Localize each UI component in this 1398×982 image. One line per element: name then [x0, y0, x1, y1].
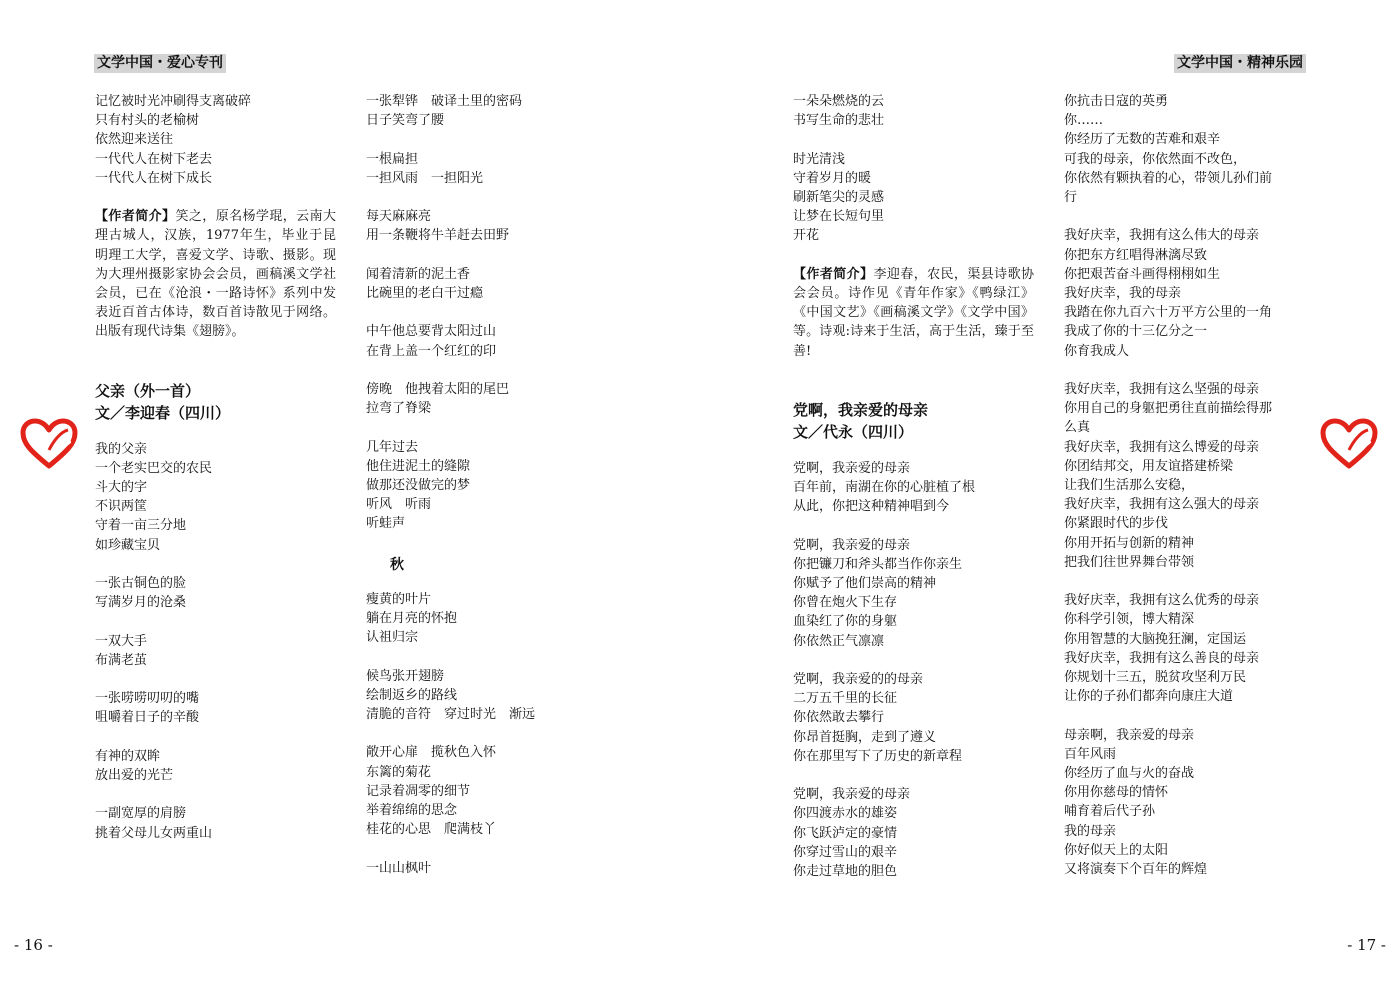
stanza	[793, 150, 1034, 246]
poem-line: 拉弯了脊梁	[366, 401, 432, 417]
poem-line: 你依然正气凛凛	[793, 633, 885, 649]
poem-line: 你把镰刀和斧头都当作你亲生	[793, 556, 963, 572]
stanza	[366, 322, 616, 360]
poem-line: 桂花的心思 爬满枝丫	[366, 822, 497, 838]
poem-line: 我踏在你九百六十万平方公里的一角	[1064, 305, 1273, 321]
poem-line: 你赋予了他们崇高的精神	[793, 576, 937, 592]
poem-line: 党啊，我亲爱的的母亲	[793, 672, 924, 688]
poem-line: 你昂首挺胸，走到了遵义	[793, 729, 937, 745]
poem-line: 闻着清新的泥土香	[366, 266, 471, 282]
poem-line: 一代代人在树下老去	[95, 151, 213, 167]
author-bio-text: 笑之，原名杨学琨，云南大理古城人，汉族，1977年生，毕业于昆明理工大学，喜爱文学、诗歌、摄影。现为大理州摄影家协会会员，画稿溪文学社会员，已在《沧浪・一路诗怀》系列中发表近百首古体诗，数百首诗散见于网络。出版有现代诗集《翅膀》。	[95, 209, 336, 340]
poem-line: 你用开拓与创新的精神	[1064, 535, 1195, 551]
stanza	[793, 785, 1034, 881]
poem-line: 让我们生活那么安稳，	[1064, 478, 1195, 494]
poem-line: 一山山枫叶	[366, 860, 432, 876]
poem-line: 守着一亩三分地	[95, 518, 187, 534]
poem-line: 我好庆幸，我拥有这么博爱的母亲	[1064, 439, 1260, 455]
poem-line: 百年前，南湖在你的心脏植了根	[793, 480, 976, 496]
poem-line: 我好庆幸，我的母亲	[1064, 286, 1182, 302]
poem-line: 开花	[793, 228, 820, 244]
poem-line: 刷新笔尖的灵感	[793, 190, 885, 205]
poem-line: 我好庆幸，我拥有这么强大的母亲	[1064, 497, 1260, 513]
poem-line: 清脆的音符 穿过时光 渐远	[366, 706, 536, 722]
poem-line: 血染红了你的身躯	[793, 614, 898, 630]
poem-line: 你团结邦交，用友谊搭建桥梁	[1064, 458, 1234, 474]
poem-line: 每天麻麻亮	[366, 209, 432, 225]
poem-line: 你依然有颗执着的心，带领儿孙们前	[1064, 170, 1273, 186]
poem-line: 斗大的字	[95, 480, 148, 496]
poem-line: 在背上盖一个红红的印	[366, 343, 497, 359]
poem-line: 不识两筐	[95, 499, 148, 515]
heart-hand-icon	[1320, 418, 1378, 470]
right-column-1	[793, 92, 1034, 881]
poem-line: 你用智慧的大脑挽狂澜，定国运	[1064, 631, 1247, 647]
right-column-2	[1064, 92, 1314, 879]
poem-line: 时光清浅	[793, 151, 846, 167]
stanza	[366, 207, 616, 245]
stanza	[366, 380, 616, 418]
poem-line: 党啊，我亲爱的母亲	[793, 787, 911, 803]
poem-line: 只有村头的老榆树	[95, 113, 200, 129]
poem-line: 行	[1064, 190, 1078, 206]
poem-line: 你经历了血与火的奋战	[1064, 766, 1195, 782]
poem-line: 你把艰苦奋斗画得栩栩如生	[1064, 266, 1221, 282]
poem-line: 百年风雨	[1064, 746, 1117, 762]
stanza	[366, 92, 616, 130]
poem-line: 比碗里的老白干过瘾	[366, 285, 484, 301]
poem-line: 听风 听雨	[366, 497, 432, 513]
poem-line: 听蛙声	[366, 516, 406, 532]
poem-line: 党啊，我亲爱的母亲	[793, 460, 911, 476]
poem-line: 党啊，我亲爱的母亲	[793, 537, 911, 553]
stanza	[366, 743, 616, 839]
stanza	[793, 670, 1034, 766]
author-bio-label: 【作者简介】	[95, 209, 176, 225]
author-bio	[793, 265, 1034, 361]
author-bio-label: 【作者简介】	[793, 266, 874, 282]
poem-line: 记忆被时光冲刷得支离破碎	[95, 94, 252, 109]
poem-line: 布满老茧	[95, 652, 148, 668]
left-column-1	[95, 92, 336, 843]
poem-line: 从此，你把这种精神唱到今	[793, 499, 950, 515]
poem-line: 你把东方红唱得淋漓尽致	[1064, 247, 1208, 263]
poem-line: 书写生命的悲壮	[793, 113, 885, 129]
stanza	[1064, 591, 1314, 706]
poem-line: 一张古铜色的脸	[95, 576, 187, 592]
stanza	[95, 632, 336, 670]
stanza	[1064, 726, 1314, 880]
poem-line: 瘦黄的叶片	[366, 591, 432, 607]
poem-line: 做那还没做完的梦	[366, 477, 471, 493]
poem-line: 守着岁月的暖	[793, 170, 872, 186]
poem-line: 你抗击日寇的英勇	[1064, 94, 1169, 109]
poem-line: 我的母亲	[1064, 823, 1117, 839]
poem-line: 你……	[1064, 113, 1104, 129]
heart-hand-icon	[20, 418, 78, 470]
stanza	[1064, 92, 1314, 207]
poem-author: 文／代永（四川）	[793, 422, 914, 441]
stanza	[95, 574, 336, 612]
stanza	[95, 747, 336, 785]
poem-line: 一张唠唠叨叨的嘴	[95, 691, 200, 707]
poem-line: 你四渡赤水的雄姿	[793, 806, 898, 822]
poem-line: 我好庆幸，我拥有这么优秀的母亲	[1064, 593, 1260, 609]
stanza	[366, 667, 616, 725]
poem-line: 挑着父母儿女两重山	[95, 825, 213, 841]
poem-title: 党啊，我亲爱的母亲	[793, 400, 929, 419]
poem-line: 记录着凋零的细节	[366, 783, 471, 799]
poem-line: 绘制返乡的路线	[366, 687, 458, 703]
poem-line: 我好庆幸，我拥有这么坚强的母亲	[1064, 382, 1260, 398]
poem-line: 他住进泥土的缝隙	[366, 458, 471, 474]
left-column-2	[366, 92, 616, 878]
stanza	[1064, 380, 1314, 572]
poem-line: 你经历了无数的苦难和艰辛	[1064, 132, 1221, 148]
poem-line: 我好庆幸，我拥有这么伟大的母亲	[1064, 228, 1260, 244]
left-page-number: - 16 -	[14, 936, 53, 954]
poem-author: 文／李迎春（四川）	[95, 403, 231, 422]
poem-line: 你育我成人	[1064, 343, 1130, 359]
poem-line: 我好庆幸，我拥有这么善良的母亲	[1064, 650, 1260, 666]
poem-line: 你用你慈母的情怀	[1064, 785, 1169, 801]
stanza	[793, 459, 1034, 517]
poem-line: 可我的母亲，你依然面不改色，	[1064, 151, 1247, 167]
poem-line: 一朵朵燃烧的云	[793, 94, 885, 109]
poem-line: 你紧跟时代的步伐	[1064, 516, 1169, 532]
poem-line: 东篱的菊花	[366, 764, 432, 780]
poem-title: 父亲（外一首）	[95, 381, 201, 400]
poem-line: 我成了你的十三亿分之一	[1064, 324, 1208, 340]
poem-line: 一个老实巴交的农民	[95, 460, 213, 476]
poem-line: 我的父亲	[95, 441, 148, 457]
stanza	[366, 265, 616, 303]
stanza	[793, 536, 1034, 651]
poem-line: 二万五千里的长征	[793, 691, 898, 707]
poem-line: 一张犁铧 破译土里的密码	[366, 94, 523, 109]
poem-line: 中午他总要背太阳过山	[366, 324, 497, 340]
right-page-header: 文学中国・精神乐园	[1174, 54, 1306, 73]
poem-line: 你科学引领，博大精深	[1064, 612, 1195, 628]
stanza	[95, 440, 336, 555]
poem-line: 放出爱的光芒	[95, 768, 174, 784]
poem-line: 你在那里写下了历史的新章程	[793, 748, 963, 764]
poem-line: 一双大手	[95, 633, 148, 649]
poem-line: 依然迎来送往	[95, 132, 174, 148]
poem-line: 一代代人在树下成长	[95, 170, 213, 186]
poem-line: 躺在月亮的怀抱	[366, 610, 458, 626]
poem-line: 你走过草地的胆色	[793, 864, 898, 880]
poem-line: 又将演奏下个百年的辉煌	[1064, 862, 1208, 878]
poem-line: 么真	[1064, 420, 1091, 436]
stanza	[366, 590, 616, 648]
poem-line: 一根扁担	[366, 151, 419, 167]
poem-line: 敞开心扉 揽秋色入怀	[366, 745, 497, 761]
poem-line: 你规划十三五，脱贫攻坚利万民	[1064, 670, 1247, 686]
stanza	[95, 804, 336, 842]
poem-line: 哺育着后代子孙	[1064, 804, 1156, 820]
stanza	[793, 92, 1034, 130]
poem-line: 你曾在炮火下生存	[793, 595, 898, 611]
poem-line: 认祖归宗	[366, 630, 419, 646]
poem-top-block	[95, 92, 336, 188]
poem-line: 你用自己的身躯把勇往直前描绘得那	[1064, 401, 1273, 417]
poem-line: 傍晚 他拽着太阳的尾巴	[366, 381, 510, 397]
author-bio-text: 李迎春，农民，渠县诗歌协会会员。诗作见《青年作家》《鸭绿江》《中国文艺》《画稿溪文学》《文学中国》等。诗观:诗来于生活，高于生活，臻于至善!	[793, 266, 1034, 359]
poem-line: 你好似天上的太阳	[1064, 842, 1169, 858]
poem-line: 把我们往世界舞台带领	[1064, 554, 1195, 570]
stanza	[1064, 226, 1314, 360]
section-title: 秋	[390, 556, 404, 573]
stanza	[366, 150, 616, 188]
poem-line: 让梦在长短句里	[793, 209, 885, 225]
stanza	[366, 859, 616, 878]
poem-line: 举着绵绵的思念	[366, 802, 458, 818]
poem-line: 写满岁月的沧桑	[95, 595, 187, 611]
right-page-number: - 17 -	[1347, 936, 1386, 954]
poem-line: 你依然敢去攀行	[793, 710, 885, 726]
poem-line: 咀嚼着日子的辛酸	[95, 710, 200, 726]
poem-line: 你穿过雪山的艰辛	[793, 844, 898, 860]
poem-line: 你飞跃泸定的豪情	[793, 825, 898, 841]
poem-line: 让你的子孙们都奔向康庄大道	[1064, 689, 1234, 705]
poem-line: 候鸟张开翅膀	[366, 668, 445, 684]
left-page-header: 文学中国・爱心专刊	[94, 54, 226, 73]
poem-line: 几年过去	[366, 439, 419, 455]
poem-line: 如珍藏宝贝	[95, 537, 161, 553]
poem-line: 母亲啊，我亲爱的母亲	[1064, 727, 1195, 743]
stanza	[366, 438, 616, 534]
poem-line: 一副宽厚的肩膀	[95, 806, 187, 822]
poem-line: 日子笑弯了腰	[366, 113, 445, 129]
poem-line: 用一条鞭将牛羊赶去田野	[366, 228, 510, 244]
poem-line: 一担风雨 一担阳光	[366, 170, 484, 186]
author-bio	[95, 207, 336, 341]
stanza	[95, 689, 336, 727]
poem-line: 有神的双眸	[95, 748, 161, 764]
